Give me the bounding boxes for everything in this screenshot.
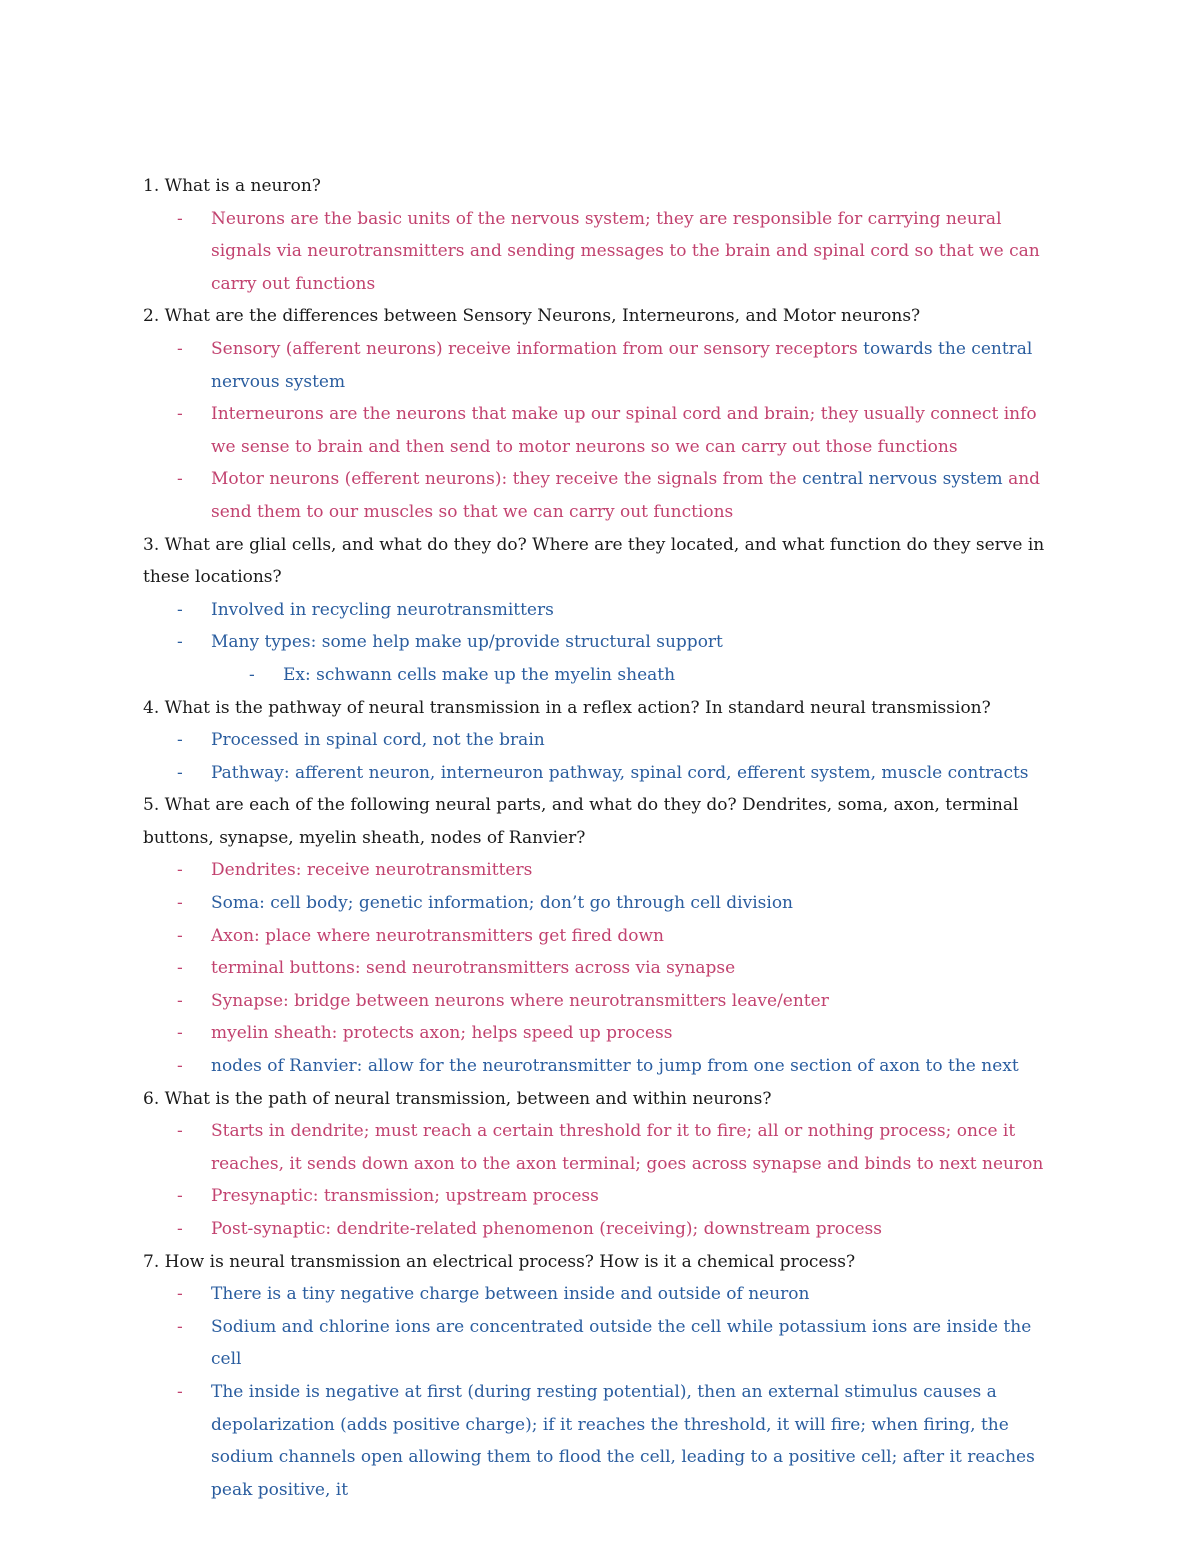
answers-1 bbox=[143, 203, 1063, 301]
bullet-dash: - bbox=[249, 664, 255, 685]
bullet-dash: - bbox=[177, 599, 183, 620]
answer-3-2-1: - Ex: schwann cells make up the myelin sheath bbox=[143, 659, 1063, 692]
answer-5-6: - myelin sheath: protects axon; helps speed up process bbox=[143, 1017, 1063, 1050]
answer-6-1: - Starts in dendrite; must reach a certain threshold for it to fire; all or nothing process; once it reaches, it sends down axon to the axon terminal; goes across synapse and binds to next neuron bbox=[143, 1115, 1063, 1180]
bullet-dash: - bbox=[177, 338, 183, 359]
answer-1-1: - Neurons are the basic units of the nervous system; they are responsible for carrying neural signals via neurotransmitters and sending messages to the brain and spinal cord so that we can carry out functions bbox=[143, 203, 1063, 301]
question-3: 3. What are glial cells, and what do they do? Where are they located, and what function do they serve in these locations? bbox=[143, 534, 1045, 588]
bullet-dash: - bbox=[177, 925, 183, 946]
answer-5-7: - nodes of Ranvier: allow for the neurotransmitter to jump from one section of axon to the next bbox=[143, 1050, 1063, 1083]
bullet-dash: - bbox=[177, 469, 183, 490]
bullet-dash: - bbox=[177, 632, 183, 653]
answer-4-2: - Pathway: afferent neuron, interneuron pathway, spinal cord, efferent system, muscle contracts bbox=[143, 757, 1063, 790]
bullet-dash: - bbox=[177, 208, 183, 229]
question-2: 2. What are the differences between Sensory Neurons, Interneurons, and Motor neurons? bbox=[143, 306, 921, 327]
bullet-dash: - bbox=[177, 1381, 183, 1402]
bullet-dash: - bbox=[177, 1316, 183, 1337]
answer-5-5: - Synapse: bridge between neurons where neurotransmitters leave/enter bbox=[143, 985, 1063, 1018]
answers-4 bbox=[143, 724, 1063, 789]
answer-6-2: - Presynaptic: transmission; upstream process bbox=[143, 1180, 1063, 1213]
answer-2-1: - Sensory (afferent neurons) receive information from our sensory receptors towards the central nervous system bbox=[143, 333, 1063, 398]
document-page bbox=[143, 170, 1063, 1506]
answer-5-4: - terminal buttons: send neurotransmitters across via synapse bbox=[143, 952, 1063, 985]
question-4: 4. What is the pathway of neural transmission in a reflex action? In standard neural transmission? bbox=[143, 697, 991, 718]
bullet-dash: - bbox=[177, 1186, 183, 1207]
answer-6-3: - Post-synaptic: dendrite-related phenomenon (receiving); downstream process bbox=[143, 1213, 1063, 1246]
answers-5 bbox=[143, 854, 1063, 1082]
answers-6 bbox=[143, 1115, 1063, 1245]
answer-2-2: - Interneurons are the neurons that make up our spinal cord and brain; they usually connect info we sense to brain and then send to motor neurons so we can carry out those functions bbox=[143, 398, 1063, 463]
bullet-dash: - bbox=[177, 730, 183, 751]
bullet-dash: - bbox=[177, 762, 183, 783]
bullet-dash: - bbox=[177, 860, 183, 881]
answer-4-1: - Processed in spinal cord, not the brain bbox=[143, 724, 1063, 757]
bullet-dash: - bbox=[177, 1056, 183, 1077]
answer-2-3: - Motor neurons (efferent neurons): they receive the signals from the central nervous system and send them to our muscles so that we can carry out functions bbox=[143, 463, 1063, 528]
bullet-dash: - bbox=[177, 893, 183, 914]
answer-7-3: - The inside is negative at first (during resting potential), then an external stimulus causes a depolarization (adds positive charge); if it reaches the threshold, it will fire; when firing, the sodium channels open allowing them to flood the cell, leading to a positive cell; after it reaches peak positive, it bbox=[143, 1376, 1063, 1506]
bullet-dash: - bbox=[177, 404, 183, 425]
answer-3-1: - Involved in recycling neurotransmitters bbox=[143, 594, 1063, 627]
bullet-dash: - bbox=[177, 1023, 183, 1044]
answer-5-1: - Dendrites: receive neurotransmitters bbox=[143, 854, 1063, 887]
answers-7 bbox=[143, 1278, 1063, 1506]
answer-3-2: - Many types: some help make up/provide structural support bbox=[143, 626, 1063, 659]
question-1: 1. What is a neuron? bbox=[143, 176, 321, 196]
question-6: 6. What is the path of neural transmission, between and within neurons? bbox=[143, 1088, 772, 1109]
answer-7-2: - Sodium and chlorine ions are concentrated outside the cell while potassium ions are inside the cell bbox=[143, 1311, 1063, 1376]
bullet-dash: - bbox=[177, 958, 183, 979]
question-7: 7. How is neural transmission an electrical process? How is it a chemical process? bbox=[143, 1251, 856, 1272]
question-5: 5. What are each of the following neural parts, and what do they do? Dendrites, soma, axon, terminal buttons, synapse, myelin sheath, nodes of Ranvier? bbox=[143, 795, 1019, 848]
answers-2 bbox=[143, 333, 1063, 529]
bullet-dash: - bbox=[177, 1121, 183, 1142]
answers-3 bbox=[143, 594, 1063, 692]
bullet-dash: - bbox=[177, 1219, 183, 1239]
bullet-dash: - bbox=[177, 990, 183, 1011]
answer-5-3: - Axon: place where neurotransmitters get fired down bbox=[143, 920, 1063, 953]
answer-7-1: - There is a tiny negative charge between inside and outside of neuron bbox=[143, 1278, 1063, 1311]
answer-5-2: - Soma: cell body; genetic information; don’t go through cell division bbox=[143, 887, 1063, 920]
bullet-dash: - bbox=[177, 1284, 183, 1305]
